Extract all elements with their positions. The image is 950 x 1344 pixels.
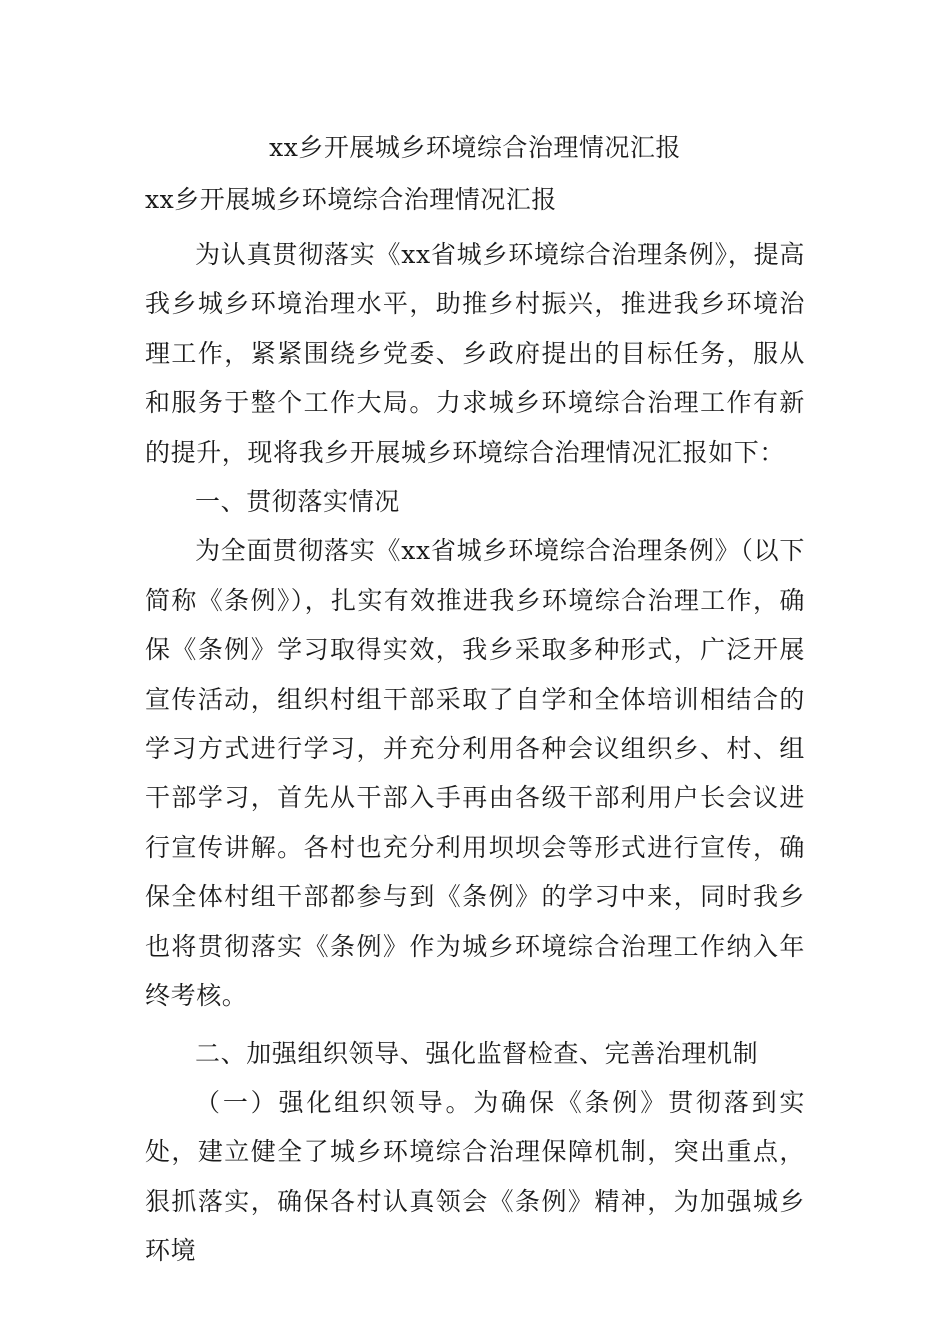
intro-paragraph: 为认真贯彻落实《xx省城乡环境综合治理条例》，提高我乡城乡环境治理水平，助推乡村振兴，推进我乡环境治理工作，紧紧围绕乡党委、乡政府提出的目标任务，服从和服务于整个工作大局。力求城乡环境综合治理工作有新的提升，现将我乡开展城乡环境综合治理情况汇报如下： <box>145 240 805 467</box>
section-1-paragraph: 为全面贯彻落实《xx省城乡环境综合治理条例》（以下简称《条例》），扎实有效推进我乡环境综合治理工作，确保《条例》学习取得实效，我乡采取多种形式，广泛开展宣传活动，组织村组干部采取了自学和全体培训相结合的学习方式进行学习，并充分利用各种会议组织乡、村、组干部学习，首先从干部入手再由各级干部利用户长会议进行宣传讲解。各村也充分利用坝坝会等形式进行宣传，确保全体村组干部都参与到《条例》的学习中来，同时我乡也将贯彻落实《条例》作为城乡环境综合治理工作纳入年终考核。 <box>145 536 805 1011</box>
document-title: xx乡开展城乡环境综合治理情况汇报 <box>269 133 681 162</box>
section-2-heading: 二、加强组织领导、强化监督检查、完善治理机制 <box>195 1038 759 1068</box>
document-body <box>145 230 805 1276</box>
document-subtitle: xx乡开展城乡环境综合治理情况汇报 <box>145 185 557 214</box>
section-1-heading: 一、贯彻落实情况 <box>195 487 400 517</box>
section-2-item-1-paragraph: （一）强化组织领导。为确保《条例》贯彻落到实处，建立健全了城乡环境综合治理保障机制，突出重点，狠抓落实，确保各村认真领会《条例》精神，为加强城乡环境 <box>145 1087 805 1266</box>
